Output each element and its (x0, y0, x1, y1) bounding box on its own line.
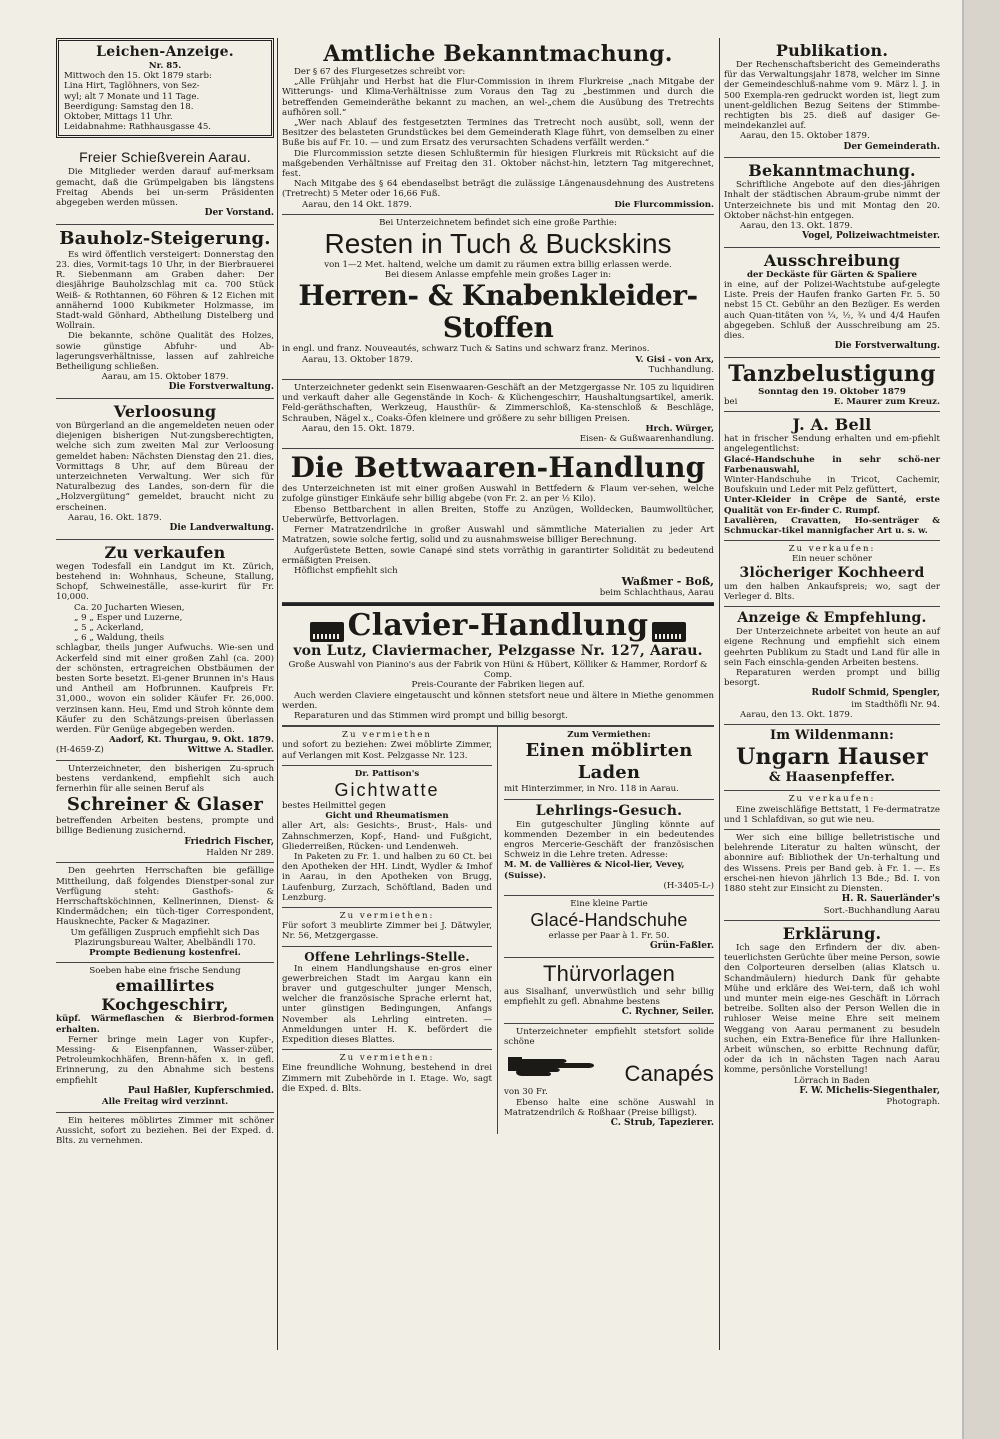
ad-signature: Der Vorstand. (204, 208, 274, 219)
ad-text: Ferner bringe mein Lager von Kupfer-, Messing- & Eisenpfannen, Wasser-züber, Petroleumkochhäfen, Brenn-häfen x. in gefl. Erinnerung, zu den Abnahme sich bestens empfiehlt (56, 1034, 274, 1086)
ad-title: Zu verkaufen: (788, 794, 876, 805)
ad-vermiethen (282, 727, 492, 766)
ad-signature: V. Gisi - von Arx, (635, 354, 714, 365)
piano-icon (310, 622, 344, 642)
ad-schiessverein (56, 146, 274, 224)
ad-text: Bei diesem Anlasse empfehle mein großes Lager in: (384, 270, 612, 281)
ad-title: Publikation. (775, 41, 889, 60)
sub-column-left (282, 727, 498, 1133)
ad-text: Ich sage den Erfindern der div. aben-teuerlichsten Gerüchte über meine Person, sowie den Colporteuren derselben (alias Klatsch u. Schandmäulern) hiedurch Dank für gehabte Mühe und erkläre des Wei-tern, daß ich wohl und munter mein eige-nes Geschäft in Lörrach betreibe. Sollten also der Person Wellen die in ruhloser Weise meine Ehre seit meinem Weggang von Aarau permanent zu besudeln suchen, ein Extra-Benefice für ihre Hallunken-Arbeit wünschen, so erbitte Rechnung dafür, oder da ich in nächsten Tagen nach Aarau komme, persönliche Vorstellung! (724, 942, 940, 1076)
ad-firm: M. M. de Vallières & Nicol-lier, Vevey, (Suisse). (504, 860, 685, 881)
ad-text: Im Wildenmann: (769, 728, 895, 744)
ad-date: Aarau, den 13. Okt. 1879. (740, 710, 853, 721)
ad-text: In einem Handlungshause en-gros einer gewerbreichen Stadt im Aargau kann ein braver und gutgeschulter junger Mensch, welcher die französische Sprache erlernt hat, unter günstigen Bedingungen, Anfangs November als Lehrling eintreten. — Anmeldungen unter H. K. befördert die Expedition dieses Blattes. (282, 963, 492, 1045)
ad-text: Preis-Courante der Fabriken liegen auf. (411, 680, 585, 691)
ad-text: Unter-Kleider in Crêpe de Santé, erste Qualität von Er-finder C. Rumpf. (724, 495, 940, 516)
ad-anzeige-empfehlung (724, 607, 940, 725)
ad-text: Zu verkaufen: (788, 544, 876, 555)
ad-text: Ferner Matratzendrilche in großer Auswahl und sämmtliche Materialien zu jeder Art Matratzen, sowie solche fertig, solid und zu ausnahmsweise billiger Berechnung. (282, 525, 714, 546)
list-item: Ca. 20 Jucharten Wiesen, (74, 602, 185, 613)
ad-glace (504, 896, 714, 958)
ad-text: Ebenso halte eine schöne Auswahl in Matratzendrilch & Roßhaar (Preise billigst). (504, 1097, 714, 1118)
ad-title: Glacé-Handschuhe (530, 910, 688, 931)
ad-text: Auch werden Claviere eingetauscht und können stetsfort neue und ältere in Miethe genommen werden. (282, 690, 714, 711)
ad-title: Amtliche Bekanntmachung. (323, 41, 673, 67)
death-notice-number: Nr. 85. (148, 61, 182, 71)
list-item: „ 9 „ Esper und Luzerne, (74, 612, 183, 623)
ad-title: Zu vermiethen (342, 730, 432, 741)
death-notice-line: Beerdigung: Samstag den 18. (64, 101, 194, 112)
pointing-hand-icon (504, 1047, 604, 1081)
ad-publikation (724, 38, 940, 158)
ad-text: Es wird öffentlich versteigert: Donnerstag den 23. dies, Vormit-tags 10 Uhr, in der Bierbrauerei R. Siebenmann am Graben daher: Der diesjährige Bauholzschlag mit ca. 700 Stück Weiß- & Rothtannen, 60 Föhren & 12 Eichen mit annähernd 1000 Kubikmeter Holzmasse, im Stadt-wald Gönhard, Abtheilung Distelberg und Wollrain. (56, 249, 274, 332)
ad-text: betreffenden Arbeiten bestens, prompte und billige Bedienung zusichernd. (56, 816, 274, 837)
ad-text: aus Sisalhanf, unverwüstlich und sehr billig empfiehlt zu gefl. Abnahme bestens (504, 986, 714, 1008)
ad-kochheerd (724, 541, 940, 607)
ad-subtitle: & Haasenpfeffer. (768, 770, 896, 786)
ad-title: Bekanntmachung. (748, 161, 916, 181)
death-notice-line: Mittwoch den 15. Okt 1879 starb: (64, 71, 212, 82)
death-notice-line: wyl; alt 7 Monate und 11 Tage. (64, 91, 200, 102)
ad-text: Unterzeichneter, den bisherigen Zu-spruch bestens verdankend, empfiehlt sich auch fernerhin für alle seinen Beruf als (56, 763, 274, 794)
ad-title: Ungarn Hauser (736, 744, 928, 771)
ad-date: Aarau, am 15. Oktober 1879. (101, 372, 229, 383)
ad-date: Aarau, den 13. Okt. 1879. (740, 221, 853, 232)
ad-signature: Die Forstverwaltung. (834, 341, 940, 352)
ad-kochgeschirr (56, 963, 274, 1112)
ad-title: Canapés (624, 1061, 714, 1087)
ad-text: Zum Vermiethen: (567, 730, 651, 741)
ad-signature: Der Gemeinderath. (843, 141, 940, 152)
ad-tanzbelustigung (724, 358, 940, 412)
ad-title: Resten in Tuch & Buckskins (324, 228, 672, 260)
ad-bettwaaren (282, 449, 714, 603)
ad-title: Lehrlings-Gesuch. (535, 802, 683, 819)
ad-date: Aarau, 16. Okt. 1879. (68, 512, 162, 523)
ad-lehrlingsgesuch (504, 800, 714, 896)
ad-reference: (H-3405-L-) (663, 880, 714, 891)
ad-text: Die Mitglieder werden darauf auf-merksam gemacht, daß die Grümpelgaben bis längstens Freitag Abends bei un-serm Präsidenten abgegeben werden müssen. (56, 167, 274, 209)
ad-text: schlagbar, theils junger Aufwuchs. Wie-sen und Ackerfeld sind mit einer großen Zahl (ca. 200) der schönsten, ertragreichen Obstbäumen der besten Sorte besetzt. Ei-gener Brunnen in's Haus und Antheil am Hofbrunnen. Kaufpreis Fr. 31,000., wovon ein solider Käufer Fr. 26,000. verzinsen kann. Heu, Emd und Stroh könnte dem Käufer zu den Schätzungs-preisen überlassen werden. Für Genüge abgegeben werden. (56, 643, 274, 735)
ad-title: Erklärung. (782, 923, 882, 943)
ad-date: Aarau, den 15. Okt. 1879. (302, 423, 415, 434)
death-notice-title: Leichen-Anzeige. (96, 44, 234, 60)
ad-signature: Wittwe A. Stadler. (187, 745, 274, 756)
ad-signature: C. Rychner, Seiler. (621, 1007, 714, 1018)
ad-price: von 30 Fr. (504, 1087, 548, 1098)
ad-signature: C. Strub, Tapezierer. (610, 1117, 714, 1128)
ad-text: von 1—2 Met. haltend, welche um damit zu räumen extra billig erlassen werde. (324, 260, 672, 271)
ad-text: aller Art, als: Gesichts-, Brust-, Hals- und Zahnschmerzen, Kopf-, Hand- und Fußgicht, Gliederreißen, Rücken- und Lendenweh. (282, 821, 492, 852)
ad-text: Unterzeichneter empfiehlt stetsfort solide schöne (504, 1026, 714, 1048)
ad-resten-tuch (282, 215, 714, 380)
ad-text: Gicht und Rheumatismen (325, 811, 449, 822)
ad-text: Dr. Pattison's (354, 768, 420, 779)
ad-text: Schriftliche Angebote auf den dies-jährigen Inhalt der städtischen Abraum-grube nimmt der Unterzeichnete bis und mit Montag den 20. Oktober nächst-hin entgegen. (724, 180, 940, 221)
ad-thuervorlagen (504, 958, 714, 1024)
column-divider (719, 38, 720, 1350)
ad-lehrlingsstelle (282, 947, 492, 1051)
ad-signature-sub: Sort.-Buchhandlung Aarau (823, 905, 940, 916)
ad-bibliothek (724, 830, 940, 921)
ad-date: Sonntag den 19. Oktober 1879 (758, 386, 906, 397)
ad-text: Eine zweischläfige Bettstatt, 1 Fe-dermatratze und 1 Schlafdivan, so gut wie neu. (724, 804, 940, 825)
ad-text: Reparaturen werden prompt und billig besorgt. (724, 667, 940, 689)
ad-text: in engl. und franz. Nouveautés, schwarz Tuch & Satins und schwarz franz. Merinos. (282, 344, 650, 355)
ad-date: Aarau, 13. Oktober 1879. (302, 354, 413, 365)
ad-place: Aadorf, Kt. Thurgau, 9. Okt. 1879. (109, 735, 274, 746)
ad-text: Der § 67 des Flurgesetzes schreibt vor: (294, 67, 466, 77)
ad-text: Um gefälligen Zuspruch empfiehlt sich Das Plazirungsbureau Walter, Abelbändli 170. (70, 927, 260, 948)
column-3 (724, 38, 940, 1112)
ad-amtliche (282, 38, 714, 215)
ad-text: Lavalièren, Cravatten, Ho-senträger & Schmuckar-tikel mannigfacher Art u. s. w. (724, 515, 940, 537)
ad-text: Den geehrten Herrschaften bie gefällige Mittheilung, daß folgendes Dienstper-sonal zur Verfügung steht: Gasthofs- & Herrschaftsköchinnen, Kellnerinnen, Dienst- & Kindermädchen; ein tüch-tiger Correspondent, Hausknechte, Packer & Magaziner. (56, 866, 274, 928)
ad-text: erlasse per Paar à 1. Fr. 50. (548, 931, 670, 942)
ad-signature: Die Flurcommission. (614, 199, 714, 210)
ad-text: Unterzeichneter gedenkt sein Eisenwaaren-Geschäft an der Metzgergasse Nr. 105 zu liquidiren und verkauft daher alle Gegenstände in Koch- & Küchengeschirr, Haushaltungsartikel, amerik. Feld-geräthschaften, Werkzeug, Hausthür- & Zimmerschloß, Ka-stenschloß & Beschläge, Schrauben, Nägel x., Coaks-Öfen kleinere und größere zu sehr billigen Preisen. (282, 383, 714, 424)
ad-signature: E. Maurer zum Kreuz. (833, 397, 940, 408)
ad-signature: Die Forstverwaltung. (168, 382, 274, 393)
ad-text: In Paketen zu Fr. 1. und halben zu 60 Ct. bei den Apotheken der HH. Lindt, Wydler & Imhof in Aarau, in den Apotheken von Brugg, Laufenburg, Zurzach, Schöftland, Baden und Lenzburg. (282, 851, 492, 903)
ad-title: J. A. Bell (792, 415, 872, 435)
ad-text: von Bürgerland an die angemeldeten neuen oder diejenigen bisherigen Nut-zungsberechtigten, welche sich zum zweiten Mal zur Verloosung gemeldet haben: Nächsten Dienstag den 21. dies, Vormittags 8 Uhr, auf dem Büreau der unterzeichneten Verwaltung. Wer sich für Naturalbezug des Landes, son-dern für die „Holzvergütung“ gemeldet, braucht nicht zu erscheinen. (56, 421, 274, 513)
ad-canapes (504, 1024, 714, 1134)
ad-title: 3löcheriger Kochheerd (739, 564, 925, 581)
ad-reference: (H-4659-Z) (56, 745, 104, 756)
ad-signature: Prompte Bedienung kostenfrei. (89, 947, 241, 958)
ad-text: Bei Unterzeichnetem befindet sich eine große Parthie: (379, 217, 617, 228)
ad-text: Soeben habe eine frische Sendung (89, 966, 241, 977)
ad-ausschreibung (724, 248, 940, 358)
ad-subtitle: von Lutz, Claviermacher, Pelzgasse Nr. 127, Aarau. (293, 642, 703, 659)
ad-title: Gichtwatte (334, 779, 440, 800)
ad-laden (504, 727, 714, 799)
ad-text: bestes Heilmittel gegen (282, 800, 386, 811)
ad-text: Nach Mitgabe des § 64 ebendaselbst beträgt die zulässige Längenausdehnung des Austretens (Tretrecht) 5 Meter oder 16,66 Fuß. (282, 179, 714, 200)
ad-vermiethen (282, 1050, 492, 1098)
ad-text: mit Hinterzimmer, in Nro. 118 in Aarau. (504, 784, 679, 795)
ad-signature: Friedrich Fischer, (184, 836, 274, 847)
column-divider (277, 38, 278, 1350)
ad-signature: Paul Haßler, Kupferschmied. (127, 1085, 274, 1096)
ad-verloosung (56, 399, 274, 540)
column-1 (56, 38, 274, 1150)
ad-title: Offene Lehrlings-Stelle. (304, 949, 470, 964)
ad-text: hat in frischer Sendung erhalten und em-pfiehlt angelegentlichst: (724, 434, 940, 455)
ad-text: „Alle Frühjahr und Herbst hat die Flur-Commission in ihrem Flurkreise „nach Mitgabe der Witterungs- und Klima-Verhältnisse zum Voraus den Tag zu „bestimmen und durch die betreffenden Gemeinderäthe bekannt zu machen, an wel-„chem die Ausübung des Tretrechts aufhören soll.“ (282, 77, 714, 118)
ad-place: Lörrach in Baden (794, 1075, 870, 1086)
ad-signature-sub: beim Schlachthaus, Aarau (599, 587, 714, 598)
ad-text: Aufgerüstete Betten, sowie Canapé sind stets vorräthig in garantirter Solidität zu bedeutend ermäßigten Preisen. (282, 545, 714, 566)
ad-signature: Die Landverwaltung. (169, 523, 274, 534)
ad-text: Die Flurcommission setzte diesen Schlußtermin für hiesigen Flurkreis mit Rücksicht auf die maßgebenden Verhältnisse auf Freitag den 31. Oktober nächst-hin, letztern Tag mitgerechnet, fest. (282, 148, 714, 180)
ad-text: Eine kleine Partie (570, 898, 648, 909)
ad-signature: Vogel, Polizeiwachtmeister. (802, 231, 940, 242)
ad-date: Aarau, den 15. Oktober 1879. (740, 131, 870, 142)
ad-text: Ein neuer schöner (791, 554, 873, 565)
ad-date: Aarau, den 14 Okt. 1879. (302, 199, 412, 210)
ad-text: Für sofort 3 meublirte Zimmer bei J. Dätwyler, Nr. 56, Metzgergasse. (282, 921, 492, 942)
ad-title: Einen möblirten Laden (525, 740, 693, 784)
ad-placement-bureau (56, 863, 274, 963)
ad-title: Thürvorlagen (542, 960, 676, 986)
ad-signature: Hrch. Würger, (645, 423, 714, 434)
ad-signature: Rudolf Schmid, Spengler, (811, 688, 940, 699)
death-notice-line: Oktober, Mittags 11 Uhr. (64, 112, 173, 123)
ad-text: Reparaturen und das Stimmen wird prompt und billig besorgt. (294, 710, 568, 721)
ad-text: Ein heiteres möblirtes Zimmer mit schöner Aussicht, sofort zu beziehen. Bei der Exped. d. Blts. zu vernehmen. (56, 1115, 274, 1147)
ad-title: Anzeige & Empfehlung. (737, 610, 927, 627)
list-item: „ 5 „ Ackerland, (74, 622, 144, 633)
ad-signature: H. R. Sauerländer's (841, 894, 940, 905)
ad-signature: Waßmer - Boß, (621, 575, 714, 589)
ad-signature-sub: Eisen- & Gußwaarenhandlung. (579, 434, 714, 445)
ad-eisenwaaren (282, 380, 714, 449)
death-notice-line: Leidabnahme: Rathhausgasse 45. (64, 122, 212, 133)
ad-title: Verloosung (113, 402, 217, 422)
ad-text: Große Auswahl von Pianino's aus der Fabrik von Hüni & Hübert, Kölliker & Hammer, Rordorf & Comp. (288, 659, 708, 681)
death-notice (56, 38, 274, 138)
ad-title: Clavier-Handlung (347, 607, 649, 643)
ad-schreiner (56, 761, 274, 864)
column-2 (282, 38, 714, 1134)
ad-title: Bauholz-Steigerung. (59, 227, 271, 249)
scan-edge (962, 0, 1000, 1439)
ad-title: Zu verkaufen (104, 542, 226, 562)
ad-wildenmann (724, 725, 940, 791)
ad-text: Winter-Handschuhe in Tricot, Cachemir, Boufskuin und Leder mit Pelz gefüttert, (724, 475, 940, 496)
ad-title: Herren- & Knabenkleider-Stoffen (298, 279, 698, 345)
ad-title: Schreiner & Glaser (66, 794, 264, 816)
ad-signature-sub: im Stadthöfli Nr. 94. (851, 699, 940, 710)
ad-text: Glacé-Handschuhe in sehr schö-ner Farbenauswahl, (724, 454, 940, 475)
ad-text: und sofort zu beziehen: Zwei möblirte Zimmer, auf Verlangen mit Kost. Pelzgasse Nr. 123. (282, 740, 492, 761)
ad-text: Eine freundliche Wohnung, bestehend in drei Zimmern mit Zubehörde in I. Etage. Wo, sagt die Exped. d. Blts. (282, 1063, 492, 1094)
ad-text: Die bekannte, schöne Qualität des Holzes, sowie günstige Abfuhr- und Ab-lagerungsverhältnisse, lassen auf zahlreiche Betheiligung schließen. (56, 331, 274, 373)
two-column-section (282, 726, 714, 1133)
sub-column-right (498, 727, 714, 1133)
ad-gichtwatte (282, 766, 492, 908)
ad-text: um den halben Ankaufspreis; wo, sagt der Verleger d. Blts. (724, 581, 940, 602)
ad-erklaerung (724, 921, 940, 1112)
ad-text: wegen Todesfall ein Landgut im Kt. Zürich, bestehend in: Wohnhaus, Scheune, Stallung, Schopf, Schweineställe, asse-kurirt für Fr. 10,000. (56, 561, 274, 603)
ad-zu-verkaufen (56, 540, 274, 761)
ad-text: des Unterzeichneten ist mit einer großen Auswahl in Bettfedern & Flaum ver-sehen, welche zufolge günstiger Einkäufe sehr billig abgebe (von Fr. 2. an per ½ Kilo). (282, 484, 714, 505)
ad-title: Die Bettwaaren-Handlung (290, 451, 706, 485)
ad-footer: Alle Freitag wird verzinnt. (101, 1097, 229, 1108)
ad-title: emaillirtes Kochgeschirr, (101, 976, 229, 1015)
ad-text: Ein gutgeschulter Jüngling könnte auf kommenden Dezember in ein bedeutendes engros Mercerie-Geschäft der französischen Schweiz in die Lehre treten. Adresse: (504, 819, 714, 861)
ad-address: Halden Nr 289. (206, 848, 274, 859)
ad-text: „Wer nach Ablauf des festgesetzten Termines das Tretrecht noch ausübt, soll, wenn der Besitzer des belasteten Grundstückes bei dem Gemeinderath Klage führt, von demselben zu einer Buße bis auf Fr. 10. — und zum Ersatz des verursachten Schadens verfällt werden.“ (282, 118, 714, 149)
ad-title: Tanzbelustigung (728, 360, 936, 387)
ad-zu-verkaufen (724, 791, 940, 830)
ad-title: Freier Schießverein Aarau. (79, 149, 251, 166)
ad-zimmer (56, 1113, 274, 1151)
ad-bekanntmachung (724, 158, 940, 248)
ad-text: Höflichst empfiehlt sich (294, 565, 398, 576)
piano-icon (652, 622, 686, 642)
ad-text: Der Unterzeichnete arbeitet von heute an auf eigene Rechnung und empfiehlt sich einem geehrten Publikum zu Stadt und Land für alle in sein Fach einschla-genden Arbeiten bestens. (724, 627, 940, 668)
ad-bauholz (56, 225, 274, 399)
ad-text: in eine, auf der Polizei-Wachtstube auf-gelegte Liste. Preis der Haufen franko Garten Fr. 5. 50 nebst 15 Ct. Gebühr an den Bezüger. Es werden auch Quan-titäten von ¼, ½, ¾ und 4/4 Haufen abgegeben. Schluß der Ausschreibung am 25. dies. (724, 280, 940, 342)
ad-text: küpf. Wärmeflaschen & Bierbrod-formen erhalten. (56, 1014, 274, 1035)
ad-title: Zu vermiethen: (339, 910, 435, 921)
ad-signature: Grün-Faßler. (649, 941, 714, 952)
list-item: „ 6 „ Waldung, theils (74, 633, 165, 644)
ad-signature-sub: Tuchhandlung. (648, 364, 714, 375)
ad-text: Wer sich eine billige belletristische und belehrende Literatur zu halten wünscht, der abonnire auf: Bibliothek der Un-terhaltung und des Wissens. Preis per Band geb. à Fr. 1. —. Es erschei-nen hievon jährlich 13 Bde.; Bd. I. von 1880 steht zur Einsicht zu Diensten. (724, 832, 940, 894)
ad-text: Der Rechenschaftsbericht des Gemeinderaths für das Verwaltungsjahr 1878, welcher im Sinne der Gemeindeschluß-nahme vom 9. März l. J. in 500 Exempla-ren gedruckt worden ist, liegt zum unent-geldlichen Bezug Seitens der Stimmbe-rechtigten bis 25. dieß auf dasiger Ge-meindekanzlei auf. (724, 60, 940, 132)
ad-vermiethen (282, 908, 492, 947)
ad-clavier (282, 603, 714, 726)
ad-text: bei (724, 397, 738, 408)
ad-signature-sub: Photograph. (886, 1097, 940, 1108)
ad-bell (724, 412, 940, 541)
ad-signature: F. W. Michelis-Siegenthaler, (799, 1085, 940, 1096)
ad-text: Ebenso Bettbarchent in allen Breiten, Stoffe zu Anzügen, Wolldecken, Baumwolltücher, Ueberwürfe, Bettvorlagen. (282, 504, 714, 525)
ad-subtitle: der Deckäste für Gärten & Spaliere (746, 269, 918, 280)
death-notice-line: Lina Hirt, Taglöhners, von Sez- (64, 81, 200, 92)
ad-title: Ausschreibung (763, 250, 901, 270)
ad-title: Zu vermiethen: (339, 1053, 435, 1064)
